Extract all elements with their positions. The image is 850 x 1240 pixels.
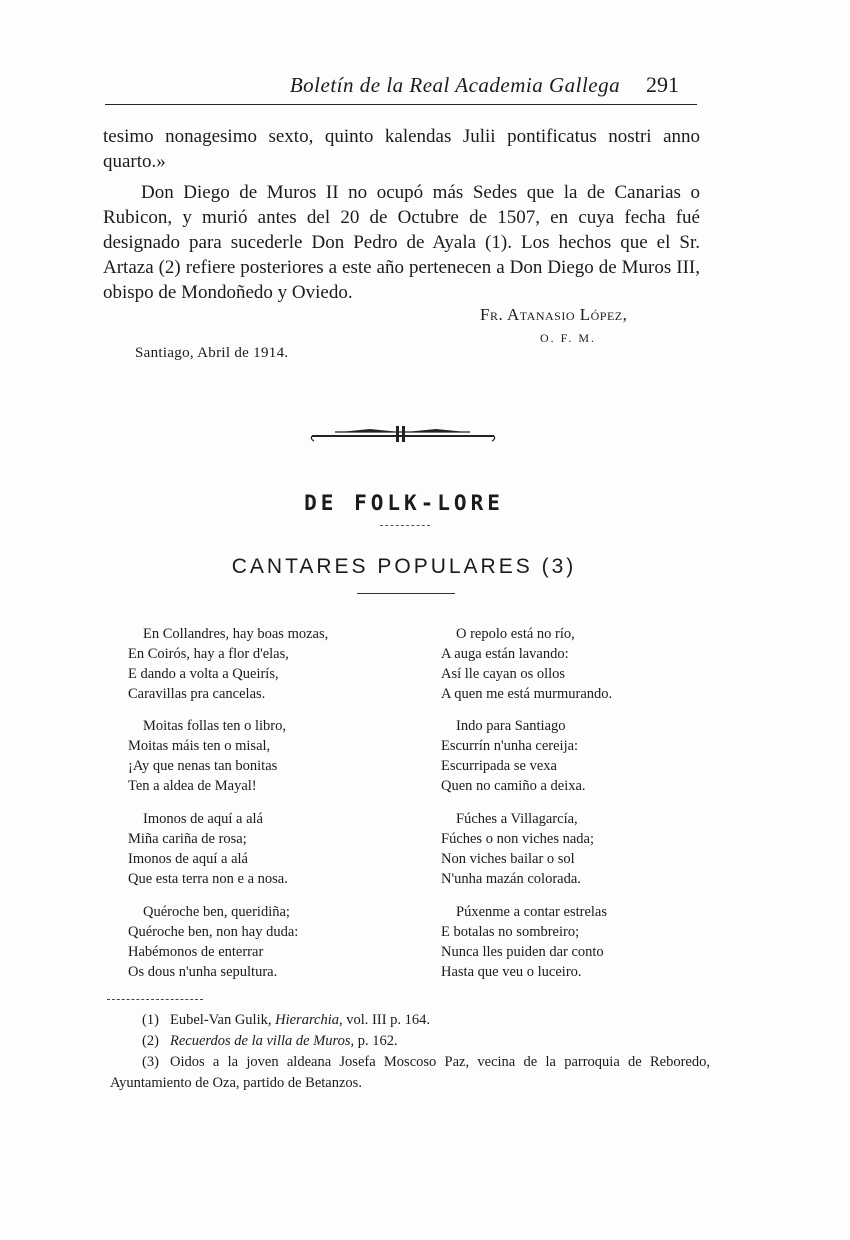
footnote-rule — [107, 999, 203, 1000]
stanza-left-4 — [128, 902, 298, 982]
footnote-text: Eubel-Van Gulik, — [170, 1012, 276, 1028]
verse-line: En Coirós, hay a flor d'elas, — [128, 646, 289, 662]
dateline: Santiago, Abril de 1914. — [135, 345, 289, 361]
verse-line: Miña cariña de rosa; — [128, 831, 247, 847]
verse-line: Quen no camiño a deixa. — [441, 778, 586, 794]
stanza-left-2 — [128, 716, 286, 796]
footnote-title: Recuerdos de la villa de Muros, — [170, 1033, 355, 1049]
verse-line: N'unha mazán colorada. — [441, 871, 581, 887]
author-signature: Fr. Atanasio López, — [480, 305, 628, 324]
footnote-text: p. 162. — [354, 1033, 398, 1049]
verse-line: O repolo está no río, — [456, 626, 575, 642]
verse-line: En Collandres, hay boas mozas, — [143, 626, 329, 642]
title-underline — [357, 593, 455, 594]
verse-line: Moitas follas ten o libro, — [143, 718, 286, 734]
verse-line: Indo para Santiago — [456, 718, 566, 734]
poem-collection-title: CANTARES POPULARES (3) — [231, 555, 577, 578]
body-paragraph-2: Don Diego de Muros II no ocupó más Sedes que la de Canarias o Rubicon, y murió antes del 20 de Octubre de 1507, en cuya fecha fué designado para sucederle Don Pedro de Ayala (1). Los hechos que el Sr. Artaza (2) refiere posteriores a este año pertenecen a Don Diego de Muros III, obispo de Mondoñedo y Oviedo. — [103, 182, 700, 303]
verse-line: Ten a aldea de Mayal! — [128, 778, 257, 794]
stanza-right-3 — [441, 809, 594, 889]
footnotes — [110, 1010, 710, 1094]
journal-title: Boletín de la Real Academia Gallega — [289, 73, 621, 97]
verse-line: Hasta que veu o luceiro. — [441, 964, 582, 980]
stanza-left-1 — [128, 624, 328, 704]
footnote-1 — [110, 1010, 710, 1031]
verse-line: Caravillas pra cancelas. — [128, 686, 266, 702]
verse-line: Escurrín n'unha cereija: — [441, 738, 579, 754]
verse-line: Imonos de aquí a alá — [128, 851, 248, 867]
stanza-left-3 — [128, 809, 288, 889]
footnote-3 — [110, 1052, 710, 1094]
author-order: O. F. M. — [540, 331, 597, 345]
footnote-mark: (1) — [142, 1012, 159, 1028]
verse-line: Quéroche ben, queridiña; — [143, 904, 290, 920]
verse-line: Así lle cayan os ollos — [441, 666, 566, 682]
verse-line: Fúches o non viches nada; — [441, 831, 595, 847]
verse-line: Non viches bailar o sol — [441, 851, 575, 867]
verse-line: A quen me está murmurando. — [441, 686, 613, 702]
stanza-right-2 — [441, 716, 586, 796]
verse-line: Que esta terra non e a nosa. — [128, 871, 288, 887]
stanza-right-1 — [441, 624, 612, 704]
verse-line: Nunca lles puiden dar conto — [441, 944, 604, 960]
page-number: 291 — [646, 72, 679, 97]
footnote-text: Oidos a la joven aldeana Josefa Moscoso Paz, vecina de la parroquia de Reboredo, Ayuntamiento de Oza, partido de Betanzos. — [110, 1054, 710, 1091]
verse-line: Fúches a Villagarcía, — [456, 811, 578, 827]
verse-line: Quéroche ben, non hay duda: — [128, 924, 299, 940]
verse-line: E botalas no sombreiro; — [441, 924, 580, 940]
footnote-mark: (3) — [142, 1054, 159, 1070]
footnote-title: Hierarchia, — [275, 1012, 343, 1028]
footnote-mark: (2) — [142, 1033, 159, 1049]
verse-line: Moitas máis ten o misal, — [128, 738, 271, 754]
verse-line: A auga están lavando: — [441, 646, 569, 662]
verse-line: ¡Ay que nenas tan bonitas — [128, 758, 278, 774]
stanza-right-4 — [441, 902, 607, 982]
verse-line: Púxenme a contar estrelas — [456, 904, 607, 920]
verse-line: Os dous n'unha sepultura. — [128, 964, 278, 980]
short-divider — [380, 525, 430, 526]
verse-line: Imonos de aquí a alá — [143, 811, 263, 827]
running-header — [105, 70, 697, 105]
ornament-divider — [310, 422, 496, 444]
verse-line: Habémonos de enterrar — [128, 944, 264, 960]
footnote-2 — [110, 1031, 710, 1052]
section-title: DE FOLK-LORE — [304, 491, 504, 515]
body-paragraph-1: tesimo nonagesimo sexto, quinto kalendas Julii pontificatus nostri anno quarto.» — [103, 126, 700, 172]
footnote-text: vol. III p. 164. — [342, 1012, 431, 1028]
verse-line: Escurripada se vexa — [441, 758, 557, 774]
verse-line: E dando a volta a Queirís, — [128, 666, 279, 682]
